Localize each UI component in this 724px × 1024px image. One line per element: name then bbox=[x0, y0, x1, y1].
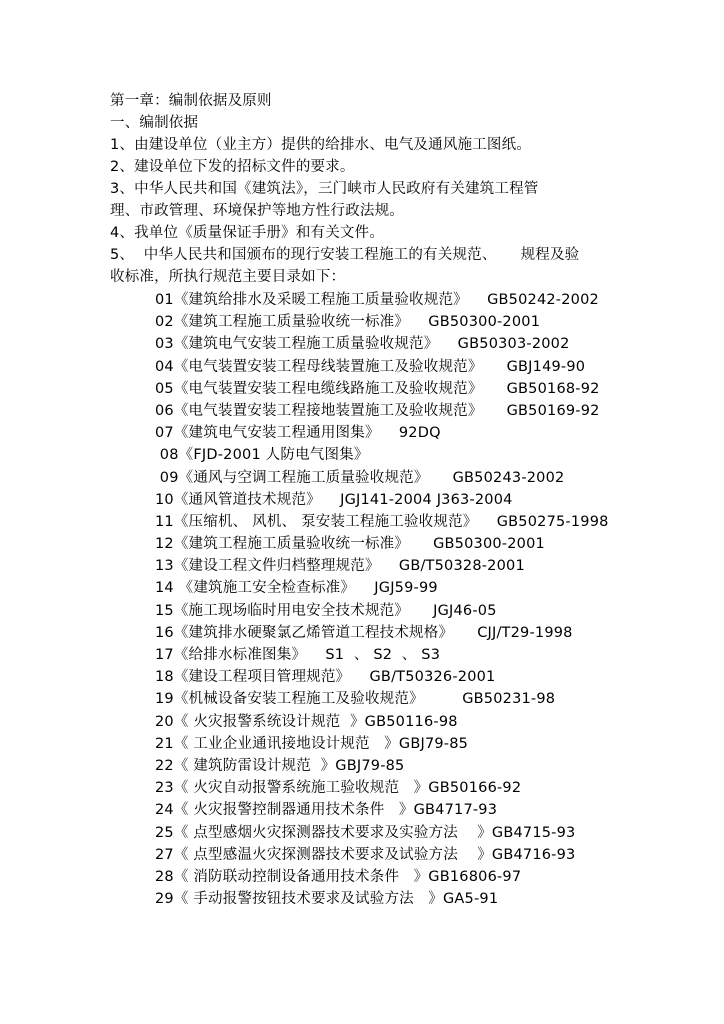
standard-item: 01《建筑给排水及采暖工程施工质量验收规范》 GB50242-2002 bbox=[155, 292, 599, 308]
standard-item: 21《 工业企业通讯接地设计规范 》GBJ79-85 bbox=[155, 735, 469, 752]
standard-item: 06《电气装置安装工程接地装置施工及验收规范》 GB50169-92 bbox=[155, 402, 600, 419]
standard-item: 27《 点型感温火灾探测器技术要求及试验方法 》GB4716-93 bbox=[155, 846, 576, 863]
standard-item: 10《通风管道技术规范》 JGJ141-2004 J363-2004 bbox=[155, 491, 513, 508]
standard-item: 07《建筑电气安装工程通用图集》 92DQ bbox=[155, 425, 441, 442]
standard-item: 05《电气装置安装工程电缆线路施工及验收规范》 GB50168-92 bbox=[155, 380, 600, 397]
standard-item: 15《施工现场临时用电安全技术规范》 JGJ46-05 bbox=[155, 602, 497, 619]
standard-item: 28《 消防联动控制设备通用技术条件 》GB16806-97 bbox=[155, 868, 522, 885]
standard-item: 16《建筑排水硬聚氯乙烯管道工程技术规格》 CJJ/T29-1998 bbox=[155, 624, 573, 641]
standard-item: 25《 点型感烟火灾探测器技术要求及实验方法 》GB4715-93 bbox=[155, 824, 576, 841]
standard-item: 03《建筑电气安装工程施工质量验收规范》 GB50303-2002 bbox=[155, 336, 570, 353]
standard-item: 24《 火灾报警控制器通用技术条件 》GB4717-93 bbox=[155, 802, 498, 819]
section-title: 一、编制依据 bbox=[110, 115, 199, 131]
basis-item: 2、建设单位下发的招标文件的要求。 bbox=[110, 159, 355, 175]
standard-item: 17《给排水标准图集》 S1 、 S2 、 S3 bbox=[155, 647, 441, 663]
standard-item: 22《 建筑防雷设计规范 》GBJ79-85 bbox=[155, 757, 405, 774]
basis-item: 5、 中华人民共和国颁布的现行安装工程施工的有关规范、 规程及验 bbox=[110, 247, 580, 263]
standard-item: 19《机械设备安装工程施工及验收规范》 GB50231-98 bbox=[155, 691, 556, 708]
standard-item: 20《 火灾报警系统设计规范 》GB50116-98 bbox=[155, 713, 458, 730]
standard-item: 14 《建筑施工安全检查标准》 JGJ59-99 bbox=[155, 580, 438, 597]
standard-item: 13《建设工程文件归档整理规范》 GB/T50328-2001 bbox=[155, 558, 525, 575]
basis-item: 3、中华人民共和国《建筑法》，三门峡市人民政府有关建筑工程管 bbox=[110, 181, 539, 197]
standard-item: 18《建设工程项目管理规范》 GB/T50326-2001 bbox=[155, 669, 496, 686]
standard-item: 08《FJD-2001 人防电气图集》 bbox=[155, 447, 369, 464]
basis-item: 收标准，所执行规范主要目录如下： bbox=[110, 269, 346, 285]
chapter-title: 第一章：编制依据及原则 bbox=[110, 93, 272, 109]
standard-item: 09《通风与空调工程施工质量验收规范》 GB50243-2002 bbox=[155, 469, 565, 486]
basis-item: 1、由建设单位（业主方）提供的给排水、电气及通风施工图纸。 bbox=[110, 137, 532, 153]
standard-item: 12《建筑工程施工质量验收统一标准》 GB50300-2001 bbox=[155, 536, 545, 553]
standard-item: 02《建筑工程施工质量验收统一标准》 GB50300-2001 bbox=[155, 314, 541, 331]
standards-list bbox=[155, 289, 609, 910]
standard-item: 11《压缩机、 风机、 泵安装工程施工验收规范》 GB50275-1998 bbox=[155, 513, 609, 530]
standard-item: 29《 手动报警按钮技术要求及试验方法 》GA5-91 bbox=[155, 891, 499, 908]
basis-item: 4、我单位《质量保证手册》和有关文件。 bbox=[110, 225, 385, 241]
standard-item: 23《 火灾自动报警系统施工验收规范 》GB50166-92 bbox=[155, 780, 522, 797]
basis-item: 理、市政管理、环境保护等地方性行政法规。 bbox=[110, 203, 404, 219]
standard-item: 04《电气装置安装工程母线装置施工及验收规范》 GBJ149-90 bbox=[155, 358, 586, 375]
